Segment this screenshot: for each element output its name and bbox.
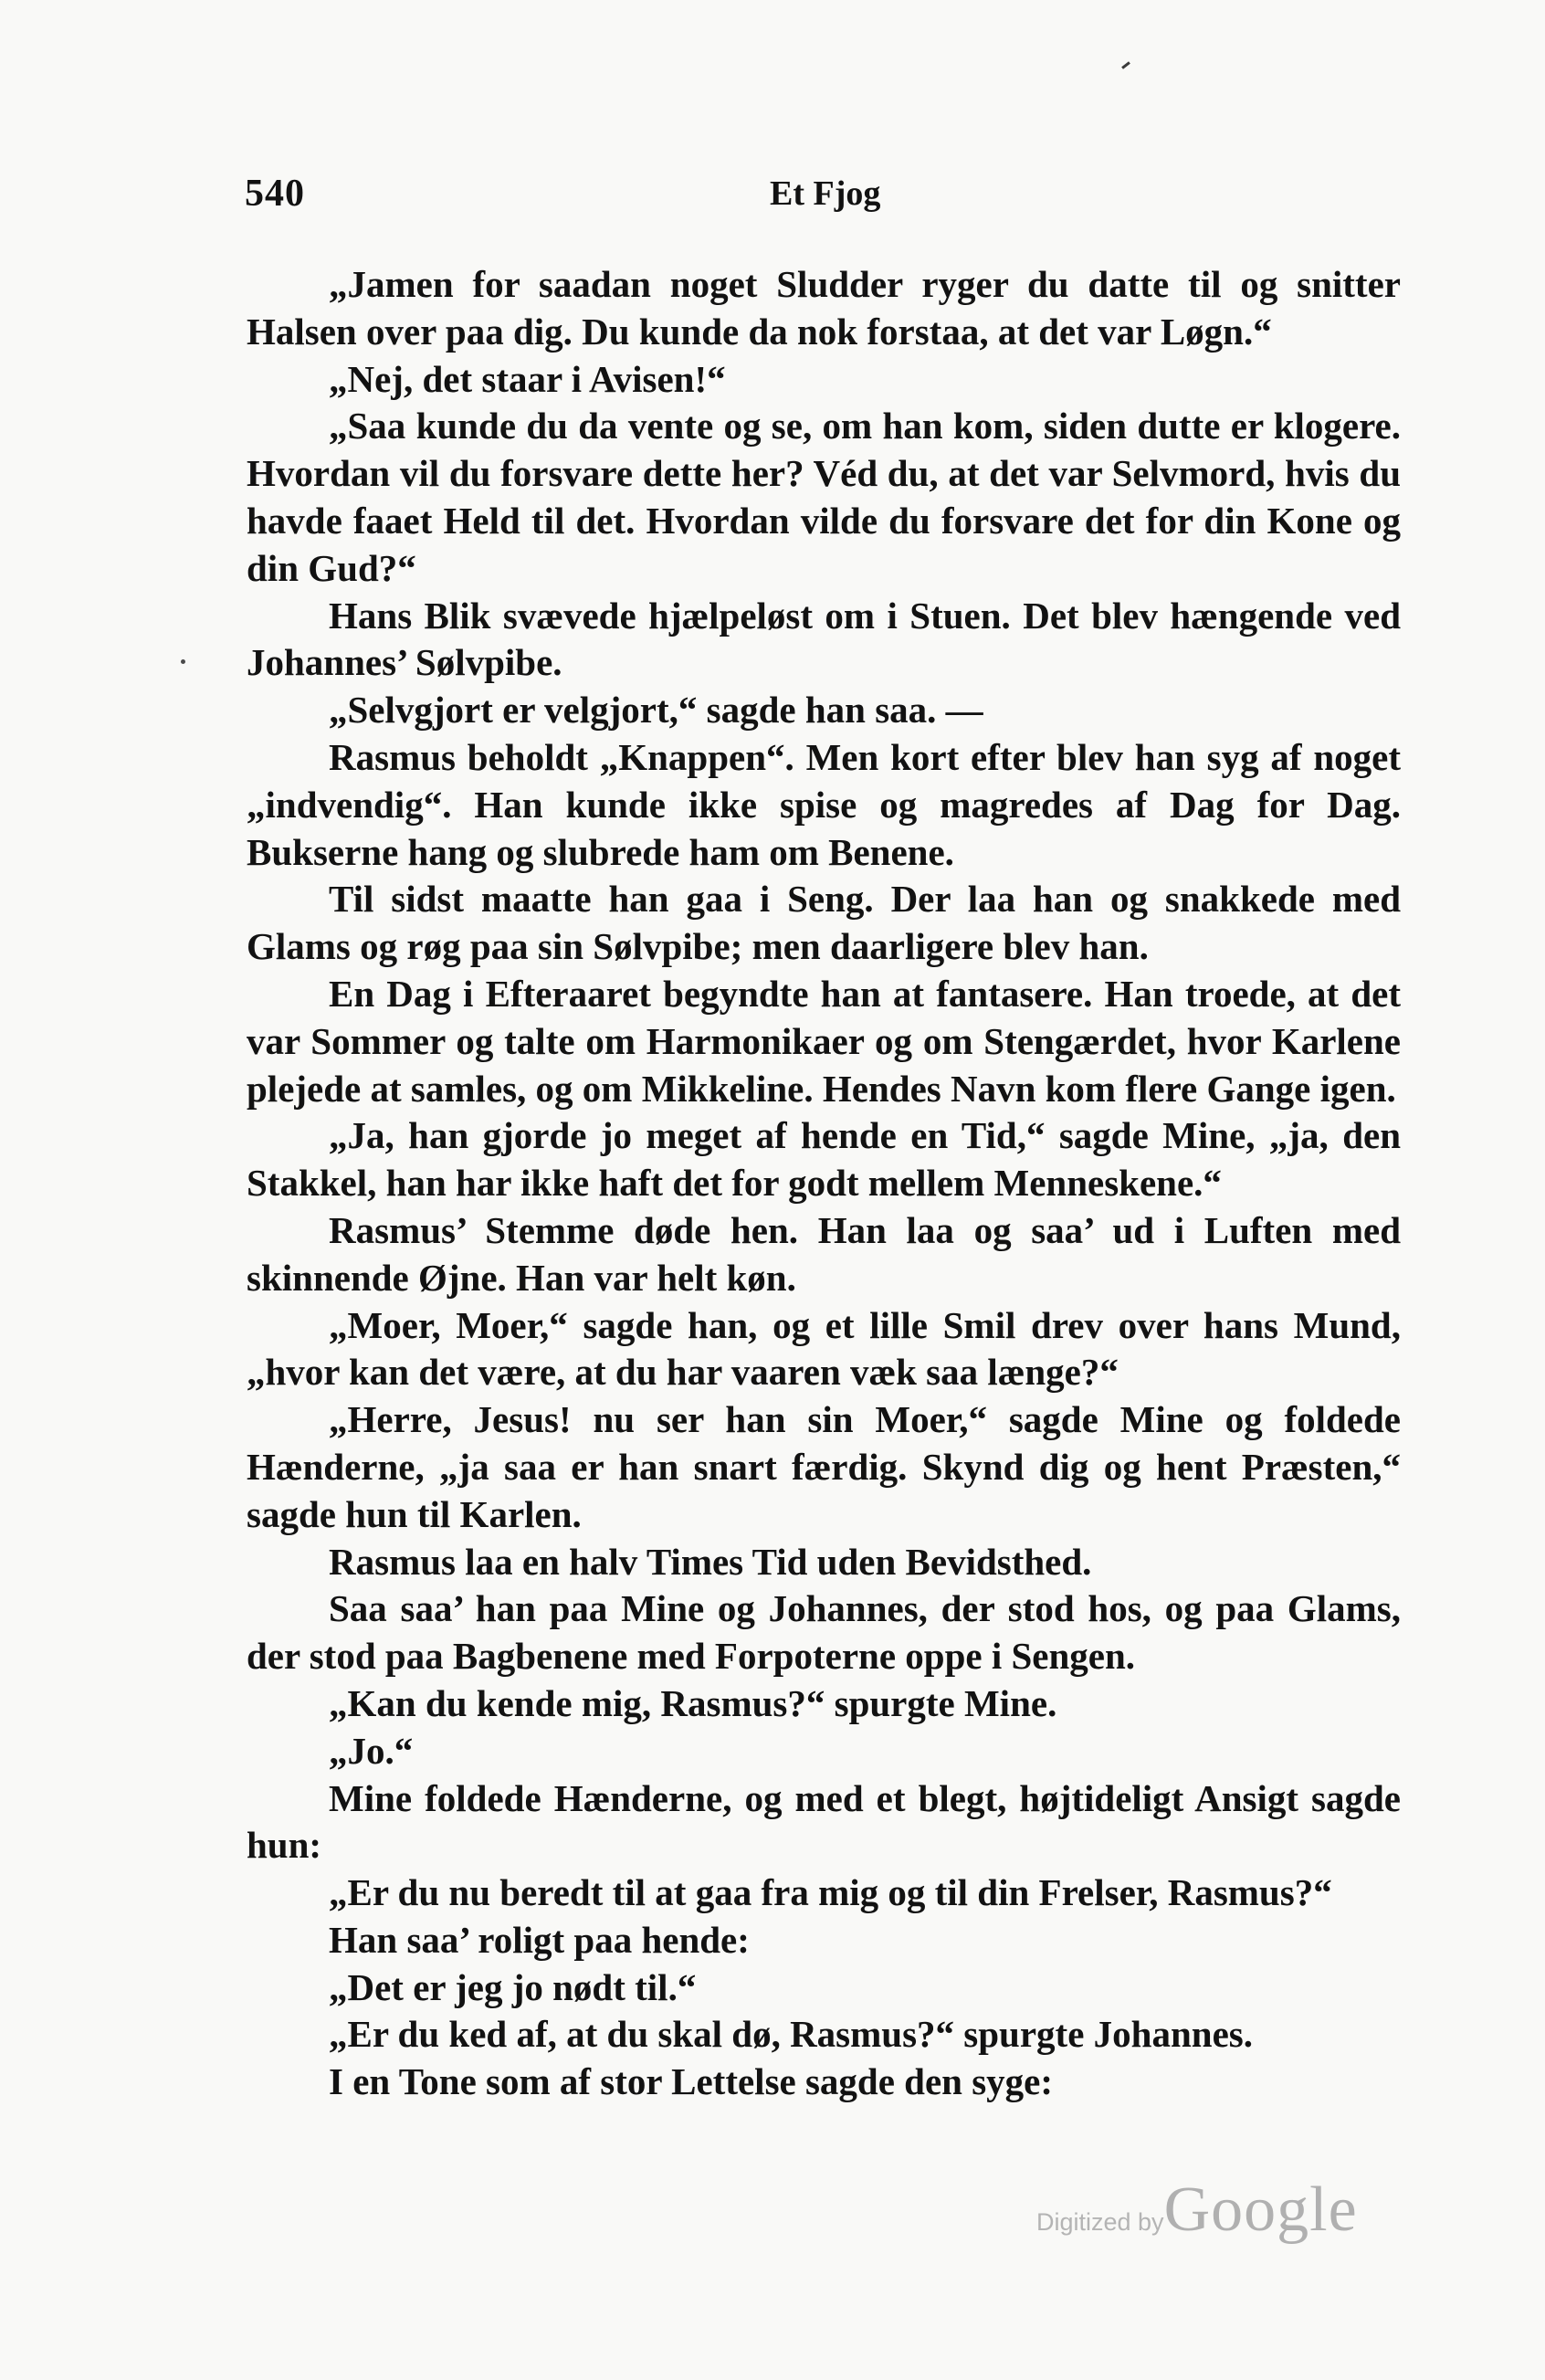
paragraph: Til sidst maatte han gaa i Seng. Der laa han og snakkede med Glams og røg paa sin Sølvpibe; men daarligere blev han. [247,878,1401,968]
paragraph: „Jamen for saadan noget Sludder ryger du datte til og snitter Halsen over paa dig. Du kunde da nok forstaa, at det var Løgn.“ [247,263,1401,353]
watermark-prefix: Digitized by [1036,2208,1164,2236]
body-text [247,261,1401,2106]
paragraph: „Nej, det staar i Avisen!“ [329,357,726,400]
paragraph: „Herre, Jesus! nu ser han sin Moer,“ sagde Mine og foldede Hænderne, „ja saa er han snart færdig. Skynd dig og hent Præsten,“ sagde hun til Karlen. [247,1398,1401,1535]
margin-dot [181,659,185,664]
paragraph: Han saa’ roligt paa hende: [329,1918,750,1961]
paragraph: I en Tone som af stor Lettelse sagde den syge: [329,2060,1054,2103]
paragraph: Mine foldede Hænderne, og med et blegt, højtideligt Ansigt sagde hun: [247,1776,1401,1867]
paragraph: „Selvgjort er velgjort,“ sagde han saa. — [329,689,983,732]
google-logo: Google [1163,2175,1358,2245]
paragraph: „Jo.“ [329,1729,414,1772]
paragraph: „Det er jeg jo nødt til.“ [329,1965,697,2008]
page-header [245,172,1400,226]
paragraph: Rasmus’ Stemme døde hen. Han laa og saa’ ud i Luften med skinnende Øjne. Han var helt køn. [247,1208,1401,1299]
paragraph: Rasmus beholdt „Knappen“. Men kort efter blev han syg af noget „indvendig“. Han kunde ikke spise og magredes af Dag for Dag. Bukserne hang og slubrede ham om Benene. [247,735,1401,873]
digitized-by-google-watermark [1036,2174,1358,2256]
stray-mark [1121,61,1130,69]
paragraph: „Er du ked af, at du skal dø, Rasmus?“ spurgte Johannes. [329,2013,1253,2056]
paragraph: „Moer, Moer,“ sagde han, og et lille Smil drev over hans Mund, „hvor kan det være, at du har vaaren væk saa længe?“ [247,1303,1401,1394]
paragraph: „Kan du kende mig, Rasmus?“ spurgte Mine. [329,1681,1057,1724]
paragraph: „Er du nu beredt til at gaa fra mig og til din Frelser, Rasmus?“ [329,1871,1332,1914]
paragraph: Rasmus laa en halv Times Tid uden Bevidsthed. [329,1540,1092,1583]
paragraph: Hans Blik svævede hjælpeløst om i Stuen. Det blev hængende ved Johannes’ Sølvpibe. [247,594,1401,684]
paragraph: „Saa kunde du da vente og se, om han kom, siden dutte er klogere. Hvordan vil du forsvare dette her? Véd du, at det var Selvmord, hvis du havde faaet Held til det. Hvordan vilde du forsvare det for din Kone og din Gud?“ [247,405,1401,589]
paragraph: En Dag i Efteraaret begyndte han at fantasere. Han troede, at det var Sommer og talte om Harmonikaer og om Stengærdet, hvor Karlene plejede at samles, og om Mikkeline. Hendes Navn kom flere Gange igen. [247,972,1401,1110]
page-number: 540 [245,173,305,215]
running-title: Et Fjog [770,174,881,213]
paragraph: „Ja, han gjorde jo meget af hende en Tid,“ sagde Mine, „ja, den Stakkel, han har ikke haft det for godt mellem Menneskene.“ [247,1114,1401,1205]
paragraph: Saa saa’ han paa Mine og Johannes, der stod hos, og paa Glams, der stod paa Bagbenene med Forpoterne oppe i Sengen. [247,1587,1401,1678]
